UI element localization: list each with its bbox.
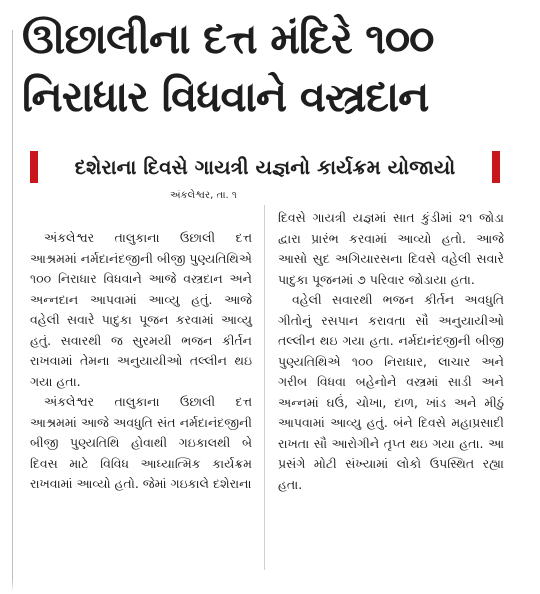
bottom-edge [0,578,540,594]
article-subheadline: દશેરાના દિવસે ગાયત્રી યજ્ઞનો કાર્યક્રમ યોજાયો [74,155,456,179]
article-headline: ઊછાલીના દત્ત મંદિરે ૧૦૦ નિરાધાર વિધવાને વસ્ત્રદાન [22,14,434,121]
paragraph: અંકલેશ્વર તાલુકાના ઉછાલી દત્ત આશ્રમમાં આજે અવધુતિ સંત નર્મદાનંદજીની બીજી પુણ્યતિથિ હોવાથી ગઇકાલથી બે દિવસ માટે વિવિધ આધ્યાત્મિક કાર્યક્રમ રાખવામાં આવ્યો હતો. જેમાં ગઇકાલે દશેરાના [30,394,252,491]
paragraph: અંકલેશ્વર તાલુકાના ઉછાલી દત્ત આશ્રમમાં નર્મદાનંદજીની બીજી પુણ્યતિથિએ ૧૦૦ નિરાધાર વિધવાને આજે વસ્ત્રદાન અને અન્નદાન આપવામાં આવ્યુ હતું. આજે વહેલી સવારે પાદુકા પૂજન કરવામાં આવ્યુ હતું. સવારથી જ સુરમયી ભજન કીર્તન રાખવામાં તેમના અનુયાયીઓ તલ્લીન થઇ ગયા હતા. [30,230,252,389]
column-divider [264,205,265,570]
right-column [278,208,504,495]
paragraph: વહેલી સવારથી ભજન કીર્તન અવધુતિ ગીતોનું રસપાન કરાવતા સૌ અનુયાયીઓ તલ્લીન થઇ ગયા હતા. નર્મદાનંદજીની બીજી પુણ્યતિથિએ ૧૦૦ નિરાધાર, લાચાર અને ગરીબ વિધવા બહેનોને વસ્ત્રમાં સાડી અને અન્નમાં ઘઉં, ચોખા, દાળ, ખાંડ અને મીઠું આપવામાં આવ્યુ હતું. બંને દિવસે મહાપ્રસાદી રાખતા સૌ આરોગીને તૃપ્ત થઇ ગયા હતા. આ પ્રસંગે મોટી સંખ્યામાં લોકો ઉપસ્થિત રહ્યા હતા. [278,292,504,492]
left-column [30,228,252,495]
margin-rule [12,30,13,590]
article-dateline: અંકલેશ્વર, તા. ૧ [170,190,237,201]
subheadline-box [30,151,500,183]
paragraph: દિવસે ગાયત્રી યજ્ઞમાં સાત કુંડીમાં ૨૧ જોડા દ્વારા પ્રારંભ કરવામાં આવ્યો હતો. આજે આસો સુદ અગિયારસના દિવસે વહેલી સવારે પાદુકા પૂજનમાં ૭ પરિવાર જોડાયા હતા. [278,210,504,287]
